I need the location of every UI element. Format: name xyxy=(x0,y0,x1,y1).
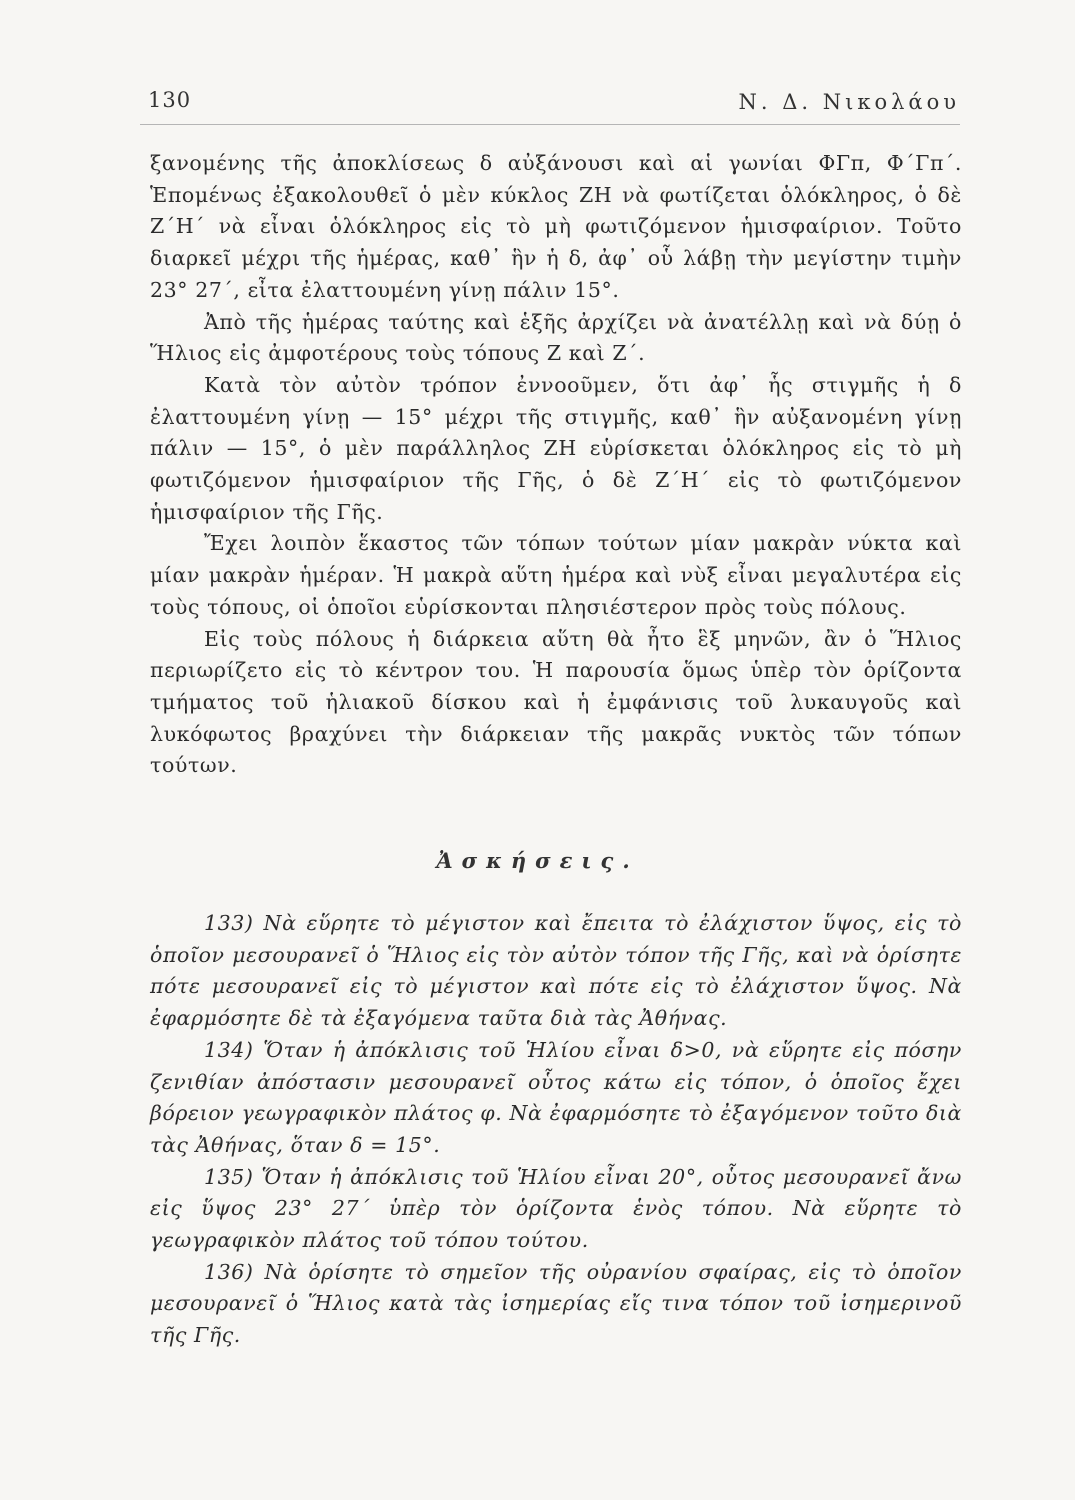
paragraph: Ἀπὸ τῆς ἡμέρας ταύτης καὶ ἑξῆς ἀρχίζει νὰ ἀνατέλλῃ καὶ νὰ δύῃ ὁ Ἥλιος εἰς ἀμφοτέρους τοὺς τόπους Ζ καὶ Ζ΄. xyxy=(150,309,962,366)
exercises-list xyxy=(150,908,962,1352)
page-number: 130 xyxy=(148,88,192,112)
body-text xyxy=(150,148,962,782)
page-header xyxy=(140,88,960,128)
section-title: Ἀσκήσεις. xyxy=(436,848,639,873)
header-rule xyxy=(140,124,960,125)
exercise-item: 133) Νὰ εὕρητε τὸ μέγιστον καὶ ἔπειτα τὸ ἐλάχιστον ὕψος, εἰς τὸ ὁποῖον μεσουρανεῖ ὁ Ἥλιος εἰς τὸν αὐτὸν τόπον τῆς Γῆς, καὶ νὰ ὁρίσητε πότε μεσουρανεῖ εἰς τὸ μέγιστον καὶ πότε εἰς τὸ ἐλάχιστον ὕψος. Νὰ ἐφαρμόσητε δὲ τὰ ἐξαγόμενα ταῦτα διὰ τὰς Ἀθήνας. xyxy=(150,911,962,1031)
exercise-item: 135) Ὅταν ἡ ἀπόκλισις τοῦ Ἡλίου εἶναι 20°, οὗτος μεσουρανεῖ ἄνω εἰς ὕψος 23° 27΄ ὑπὲρ τὸν ὁρίζοντα ἑνὸς τόπου. Νὰ εὕρητε τὸ γεωγραφικὸν πλάτος τοῦ τόπου τούτου. xyxy=(150,1164,962,1253)
exercise-item: 134) Ὅταν ἡ ἀπόκλισις τοῦ Ἡλίου εἶναι δ>0, νὰ εὕρητε εἰς πόσην ζενιθίαν ἀπόστασιν μεσουρανεῖ οὗτος κάτω εἰς τόπον, ὁ ὁποῖος ἔχει βόρειον γεωγραφικὸν πλάτος φ. Νὰ ἐφαρμόσητε τὸ ἐξαγόμενον τοῦτο διὰ τὰς Ἀθήνας, ὅταν δ = 15°. xyxy=(150,1037,962,1157)
paragraph: ξανομένης τῆς ἀποκλίσεως δ αὐξάνουσι καὶ αἱ γωνίαι ΦΓπ, Φ΄Γπ΄. Ἑπομένως ἐξακολουθεῖ ὁ μὲν κύκλος ΖΗ νὰ φωτίζεται ὁλόκληρος, ὁ δὲ Ζ΄Η΄ νὰ εἶναι ὁλόκληρος εἰς τὸ μὴ φωτιζόμενον ἡμισφαίριον. Τοῦτο διαρκεῖ μέχρι τῆς ἡμέρας, καθ᾽ ἣν ἡ δ, ἀφ᾽ οὗ λάβῃ τὴν μεγίστην τιμὴν 23° 27΄, εἶτα ἐλαττουμένη γίνῃ πάλιν 15°. xyxy=(150,151,962,302)
exercise-item: 136) Νὰ ὁρίσητε τὸ σημεῖον τῆς οὐρανίου σφαίρας, εἰς τὸ ὁποῖον μεσουρανεῖ ὁ Ἥλιος κατὰ τὰς ἰσημερίας εἴς τινα τόπον τοῦ ἰσημερινοῦ τῆς Γῆς. xyxy=(150,1259,962,1348)
paragraph: Ἔχει λοιπὸν ἕκαστος τῶν τόπων τούτων μίαν μακρὰν νύκτα καὶ μίαν μακρὰν ἡμέραν. Ἡ μακρὰ αὕτη ἡμέρα καὶ νὺξ εἶναι μεγαλυτέρα εἰς τοὺς τόπους, οἱ ὁποῖοι εὑρίσκονται πλησιέστερον πρὸς τοὺς πόλους. xyxy=(150,531,962,619)
paragraph: Κατὰ τὸν αὐτὸν τρόπον ἐννοοῦμεν, ὅτι ἀφ᾽ ἧς στιγμῆς ἡ δ ἐλαττουμένη γίνῃ — 15° μέχρι τῆς στιγμῆς, καθ᾽ ἣν αὐξανομένη γίνῃ πάλιν — 15°, ὁ μὲν παράλληλος ΖΗ εὑρίσκεται ὁλόκληρος εἰς τὸ μὴ φωτιζόμενον ἡμισφαίριον τῆς Γῆς, ὁ δὲ Ζ΄Η΄ εἰς τὸ φωτιζόμενον ἡμισφαίριον τῆς Γῆς. xyxy=(150,372,962,524)
paragraph: Εἰς τοὺς πόλους ἡ διάρκεια αὕτη θὰ ἦτο ἓξ μηνῶν, ἂν ὁ Ἥλιος περιωρίζετο εἰς τὸ κέντρον του. Ἡ παρουσία ὅμως ὑπὲρ τὸν ὁρίζοντα τμήματος τοῦ ἡλιακοῦ δίσκου καὶ ἡ ἐμφάνισις τοῦ λυκαυγοῦς καὶ λυκόφωτος βραχύνει τὴν διάρκειαν τῆς μακρᾶς νυκτὸς τῶν τόπων τούτων. xyxy=(150,626,962,778)
running-head: Ν. Δ. Νικολάου xyxy=(738,90,960,114)
